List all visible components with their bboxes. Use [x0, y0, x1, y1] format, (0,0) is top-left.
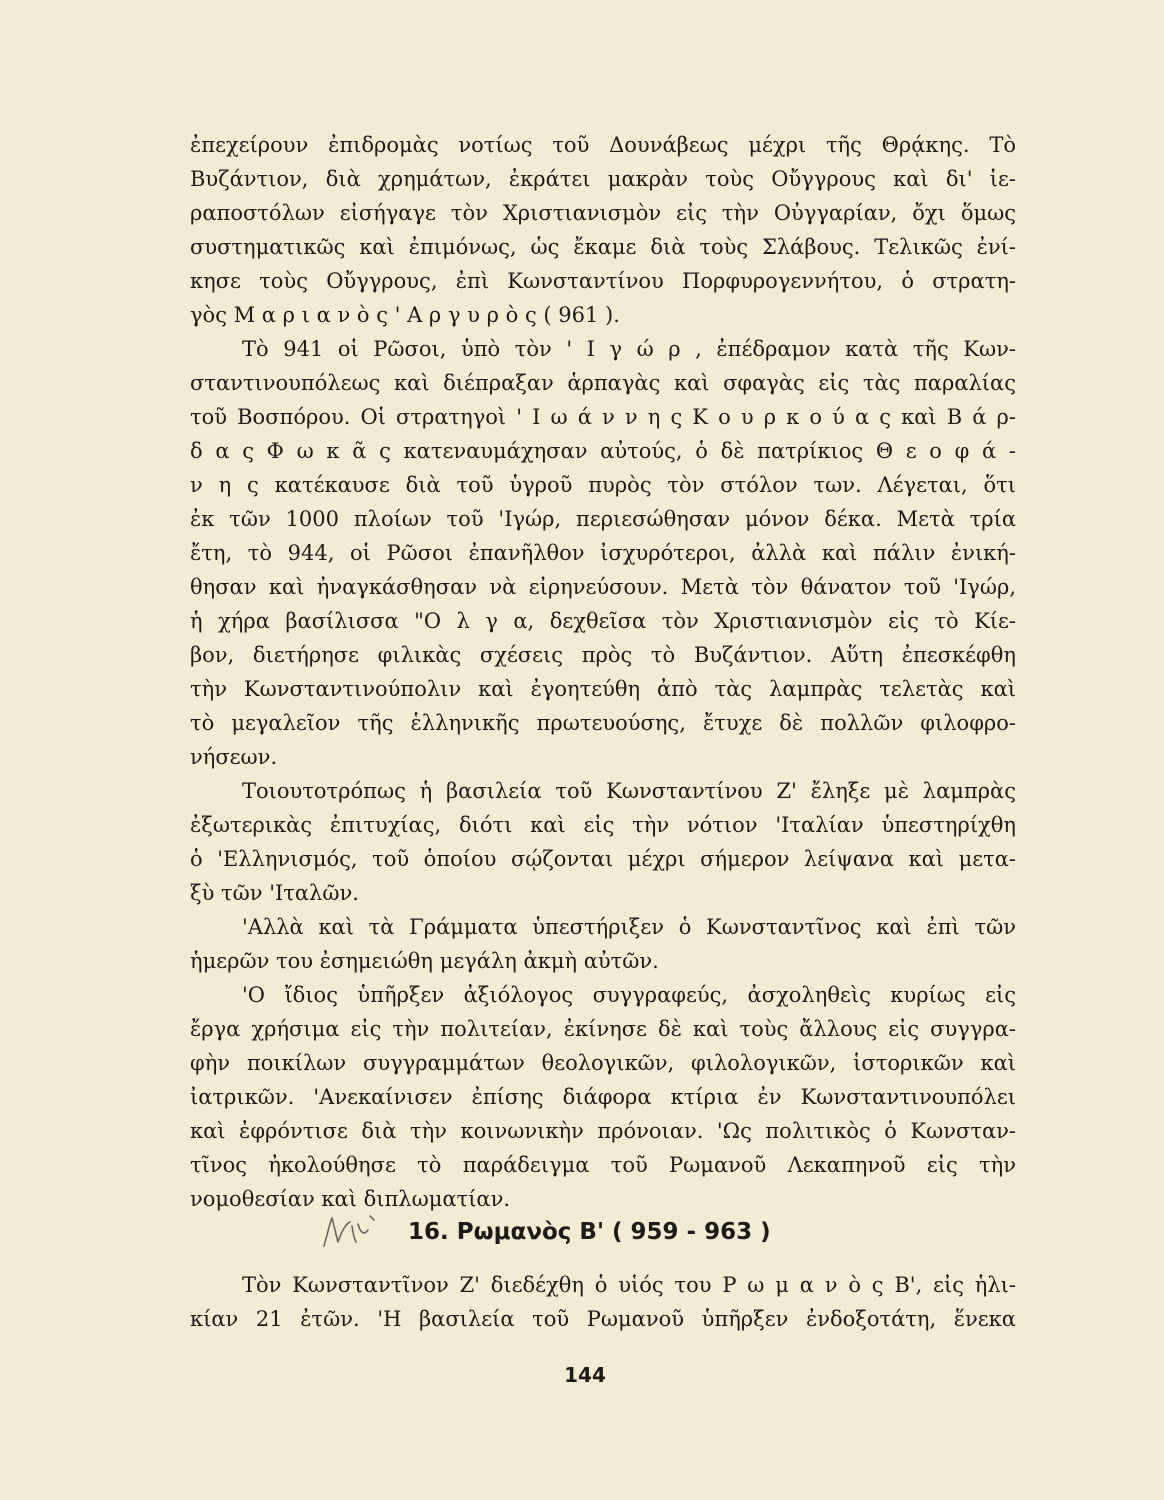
text-line: Τὸ 941 οἱ Ρῶσοι, ὑπὸ τὸν ' Ι γ ώ ρ , ἐπέδραμον κατὰ τῆς Κων- [242, 337, 1016, 361]
text-line: συστηματικῶς καὶ ἐπιμόνως, ὡς ἔκαμε διὰ τοὺς Σλάβους. Τελικῶς ἐνί- [190, 235, 1016, 259]
text-line: 'Ο ἴδιος ὑπῆρξεν ἀξιόλογος συγγραφεύς, ἀσχοληθεὶς κυρίως εἰς [242, 983, 1016, 1007]
section-heading [300, 1210, 900, 1254]
text-line: κησε τοὺς Οὔγγρους, ἐπὶ Κωνσταντίνου Πορφυρογεννήτου, ὁ στρατη- [190, 269, 1016, 293]
body-text [190, 128, 1016, 1216]
text-line: γὸς Μ α ρ ι α ν ὸ ς ' Α ρ γ υ ρ ὸ ς ( 961 ). [190, 303, 620, 327]
text-line: ἔργα χρήσιμα εἰς τὴν πολιτείαν, ἐκίνησε δὲ καὶ τοὺς ἄλλους εἰς συγγρα- [190, 1017, 1016, 1041]
text-line: τὸ μεγαλεῖον τῆς ἑλληνικῆς πρωτευούσης, ἔτυχε δὲ πολλῶν φιλοφρο- [190, 711, 1016, 735]
text-line: κίαν 21 ἐτῶν. 'Η βασιλεία τοῦ Ρωμανοῦ ὑπῆρξεν ἐνδοξοτάτη, ἕνεκα [190, 1307, 1016, 1331]
page-number: 144 [564, 1363, 606, 1387]
text-line: ἔτη, τὸ 944, οἱ Ρῶσοι ἐπανῆλθον ἰσχυρότεροι, ἀλλὰ καὶ πάλιν ἐνική- [190, 541, 1016, 565]
text-line: ἐξωτερικὰς ἐπιτυχίας, διότι καὶ εἰς τὴν νότιον 'Ιταλίαν ὑπεστηρίχθη [190, 813, 1016, 837]
text-line: ραποστόλων εἰσήγαγε τὸν Χριστιανισμὸν εἰς τὴν Οὐγγαρίαν, ὄχι ὅμως [190, 201, 1016, 225]
text-line: ἐπεχείρουν ἐπιδρομὰς νοτίως τοῦ Δουνάβεως μέχρι τῆς Θρᾴκης. Τὸ [190, 133, 1016, 157]
text-line: Τὸν Κωνσταντῖνον Ζ' διεδέχθη ὁ υἱός του Ρ ω μ α ν ὸ ς Β', εἰς ἡλι- [242, 1273, 1016, 1297]
text-line: νομοθεσίαν καὶ διπλωματίαν. [190, 1187, 511, 1211]
text-line: ἡ χήρα βασίλισσα "Ο λ γ α, δεχθεῖσα τὸν Χριστιανισμὸν εἰς τὸ Κίε- [190, 609, 1016, 633]
text-line: 'Αλλὰ καὶ τὰ Γράμματα ὑπεστήριξεν ὁ Κωνσταντῖνος καὶ ἐπὶ τῶν [242, 915, 1016, 939]
text-line: νήσεων. [190, 745, 278, 769]
text-line: σταντινουπόλεως καὶ διέπραξαν ἁρπαγὰς καὶ σφαγὰς εἰς τὰς παραλίας [190, 371, 1016, 395]
text-line: τῖνος ἠκολούθησε τὸ παράδειγμα τοῦ Ρωμανοῦ Λεκαπηνοῦ εἰς τὴν [190, 1153, 1016, 1177]
body-text-continued [190, 1268, 1016, 1336]
text-line: ἡμερῶν του ἐσημειώθη μεγάλη ἀκμὴ αὐτῶν. [190, 949, 659, 973]
text-line: φὴν ποικίλων συγγραμμάτων θεολογικῶν, φιλολογικῶν, ἱστορικῶν καὶ [190, 1051, 1016, 1075]
text-line: καὶ ἐφρόντισε διὰ τὴν κοινωνικὴν πρόνοιαν. 'Ως πολιτικὸς ὁ Κωνσταν- [190, 1119, 1016, 1143]
text-line: Τοιουτοτρόπως ἡ βασιλεία τοῦ Κωνσταντίνου Ζ' ἔληξε μὲ λαμπρὰς [242, 779, 1016, 803]
text-line: ξὺ τῶν 'Ιταλῶν. [190, 881, 359, 905]
text-line: θησαν καὶ ἠναγκάσθησαν νὰ εἰρηνεύσουν. Μετὰ τὸν θάνατον τοῦ 'Ιγώρ, [190, 575, 1016, 599]
text-line: ὁ 'Ελληνισμός, τοῦ ὁποίου σῴζονται μέχρι σήμερον λείψανα καὶ μετα- [190, 847, 1016, 871]
text-line: Βυζάντιον, διὰ χρημάτων, ἐκράτει μακρὰν τοὺς Οὔγγρους καὶ δι' ἱε- [190, 167, 1016, 191]
text-line: ἰατρικῶν. 'Ανεκαίνισεν ἐπίσης διάφορα κτίρια ἐν Κωνσταντινουπόλει [190, 1085, 1016, 1109]
section-heading-text: 16. Ρωμανὸς Β' ( 959 - 963 ) [408, 1219, 771, 1245]
text-line: τοῦ Βοσπόρου. Οἱ στρατηγοὶ ' Ι ω ά ν ν η ς Κ ο υ ρ κ ο ύ α ς καὶ Β ά ρ- [190, 405, 1016, 429]
text-line: ἐκ τῶν 1000 πλοίων τοῦ 'Ιγώρ, περιεσώθησαν μόνον δέκα. Μετὰ τρία [190, 507, 1016, 531]
text-line: ν η ς κατέκαυσε διὰ τοῦ ὑγροῦ πυρὸς τὸν στόλον των. Λέγεται, ὅτι [190, 473, 1016, 497]
text-line: τὴν Κωνσταντινούπολιν καὶ ἐγοητεύθη ἀπὸ τὰς λαμπρὰς τελετὰς καὶ [190, 677, 1016, 701]
text-line: δ α ς Φ ω κ ᾶ ς κατεναυμάχησαν αὐτούς, ὁ δὲ πατρίκιος Θ ε ο φ ά - [190, 439, 1016, 463]
text-line: βον, διετήρησε φιλικὰς σχέσεις πρὸς τὸ Βυζάντιον. Αὕτη ἐπεσκέφθη [190, 643, 1016, 667]
